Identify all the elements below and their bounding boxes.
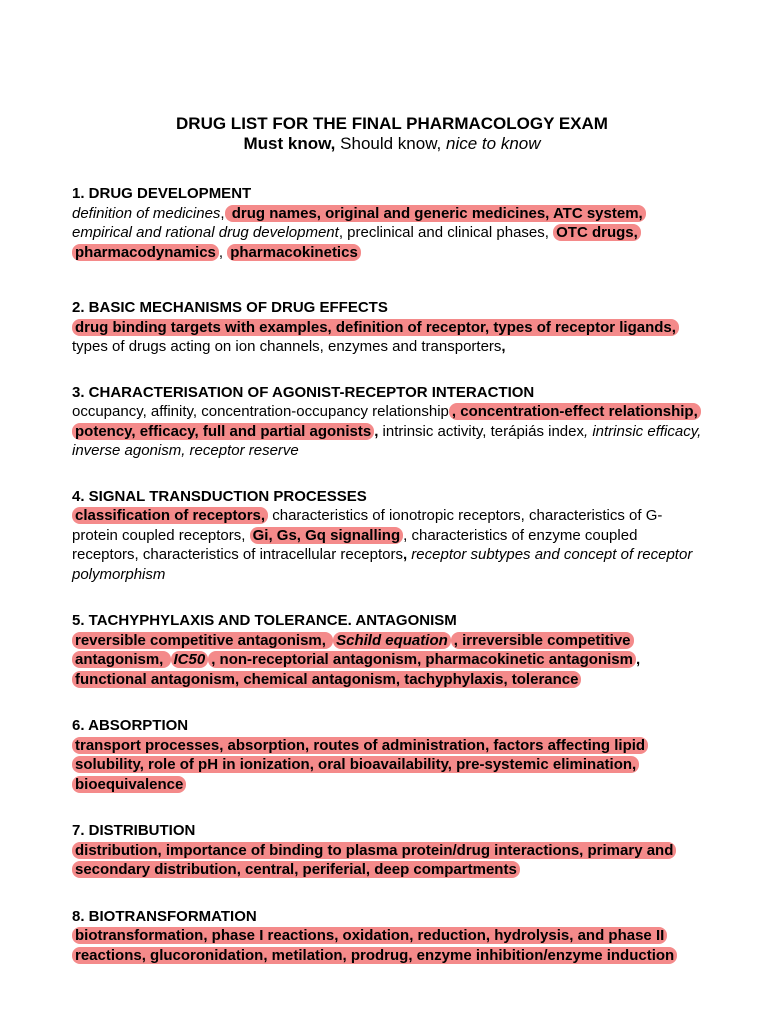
- should-know-text: occupancy, affinity, concentration-occupancy relationship: [72, 403, 449, 420]
- section-heading: 1. DRUG DEVELOPMENT: [72, 185, 252, 202]
- section-heading: 5. TACHYPHYLAXIS AND TOLERANCE. ANTAGONISM: [72, 612, 457, 629]
- must-know-highlight: IC50: [171, 651, 209, 668]
- must-know-highlight: , non-receptorial antagonism, pharmacokinetic antagonism: [208, 651, 636, 668]
- must-know-highlight: pharmacokinetics: [227, 244, 361, 261]
- must-know-highlight: transport processes, absorption, routes of administration, factors affecting lipid solubility, role of pH in ionization, oral bioavailability, pre-systemic elimination, bioequivalence: [72, 737, 648, 793]
- must-know-highlight: classification of receptors,: [72, 507, 268, 524]
- body-text: ,: [635, 651, 641, 668]
- nice-to-know-text: receptor subtypes and concept of receptor polymorphism: [72, 546, 693, 583]
- should-know-text: , preclinical and clinical phases,: [338, 224, 554, 241]
- legend-must-know: Must know,: [243, 134, 336, 153]
- section-body: [72, 631, 702, 690]
- should-know-text: characteristics of ionotropic receptors, characteristics of G-protein coupled receptors,: [72, 507, 663, 544]
- nice-to-know-text: definition of medicines: [72, 204, 221, 222]
- document-page: [72, 114, 702, 965]
- must-know-highlight: reversible competitive antagonism,: [72, 632, 333, 649]
- legend-nice-to-know: nice to know: [441, 134, 541, 153]
- must-know-highlight: OTC drugs, pharmacodynamics: [72, 224, 641, 261]
- section-body: [72, 926, 702, 965]
- nice-to-know-text: , intrinsic efficacy, inverse agonism, receptor reserve: [72, 422, 702, 459]
- section-heading: 3. CHARACTERISATION OF AGONIST-RECEPTOR INTERACTION: [72, 383, 535, 401]
- should-know-text: types of drugs acting on ion channels, enzymes and transporters: [72, 338, 502, 355]
- must-know-highlight: Schild equation: [333, 632, 451, 649]
- must-know-highlight: functional antagonism, chemical antagonism, tachyphylaxis, tolerance: [72, 671, 581, 688]
- document-title: DRUG LIST FOR THE FINAL PHARMACOLOGY EXAM: [176, 114, 608, 133]
- must-know-highlight: biotransformation, phase I reactions, oxidation, reduction, hydrolysis, and phase II reactions, glucoronidation, metilation, prodrug, enzyme inhibition/enzyme induction: [72, 927, 677, 964]
- section-heading: 8. BIOTRANSFORMATION: [72, 907, 257, 925]
- should-know-text: ,: [218, 243, 228, 261]
- should-know-text: ,: [220, 204, 225, 222]
- section-heading: 7. DISTRIBUTION: [72, 822, 196, 839]
- must-know-highlight: distribution, importance of binding to plasma protein/drug interactions, primary and secondary distribution, central, periferial, deep compartments: [72, 842, 676, 879]
- must-know-highlight: , concentration-effect relationship, potency, efficacy, full and partial agonists: [72, 403, 701, 440]
- body-text: ,: [501, 338, 506, 355]
- legend-should-know: Should know,: [335, 134, 442, 153]
- section-heading: 4. SIGNAL TRANSDUCTION PROCESSES: [72, 487, 367, 505]
- section-biotransformation: [72, 907, 702, 966]
- must-know-highlight: , irreversible competitive antagonism,: [72, 632, 634, 669]
- section-tachyphylaxis-antagonism: [72, 611, 702, 689]
- section-signal-transduction: [72, 487, 702, 585]
- section-body: [72, 841, 702, 880]
- should-know-text: intrinsic activity, terápiás index: [378, 422, 584, 440]
- should-know-text: , characteristics of enzyme coupled receptors, characteristics of intracellular receptors: [72, 526, 638, 563]
- nice-to-know-text: empirical and rational drug development: [72, 224, 339, 241]
- section-distribution: [72, 821, 702, 880]
- section-body: [72, 318, 702, 357]
- section-body: [72, 204, 702, 263]
- section-basic-mechanisms: [72, 298, 702, 357]
- section-heading: 6. ABSORPTION: [72, 717, 189, 734]
- section-absorption: [72, 716, 702, 794]
- body-text: ,: [402, 546, 408, 563]
- section-heading: 2. BASIC MECHANISMS OF DRUG EFFECTS: [72, 299, 388, 316]
- body-text: ,: [374, 422, 379, 440]
- section-agonist-receptor: [72, 383, 702, 461]
- must-know-highlight: Gi, Gs, Gq signalling: [250, 527, 404, 544]
- section-body: [72, 736, 702, 795]
- must-know-highlight: drug binding targets with examples, definition of receptor, types of receptor ligands,: [72, 319, 679, 336]
- section-body: [72, 506, 702, 584]
- section-body: [72, 402, 702, 461]
- must-know-highlight: drug names, original and generic medicines, ATC system,: [225, 205, 646, 222]
- priority-legend: [72, 134, 702, 154]
- section-drug-development: [72, 184, 702, 262]
